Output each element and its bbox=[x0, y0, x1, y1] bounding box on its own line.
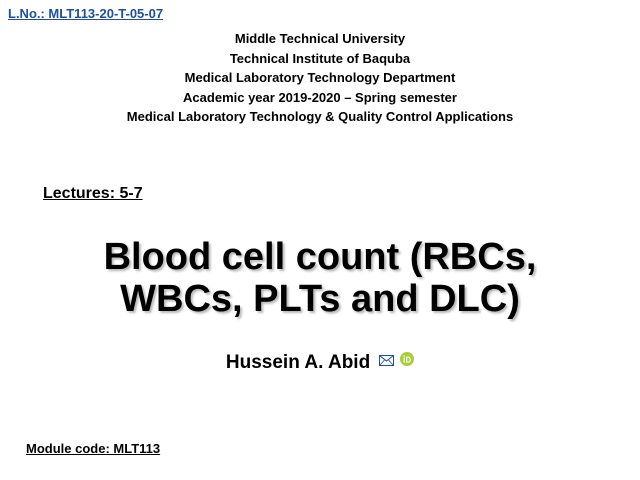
author-name: Hussein A. Abid bbox=[225, 352, 371, 373]
university-name: Middle Technical University bbox=[234, 31, 406, 46]
course-name: Medical Laboratory Technology & Quality Control Applications bbox=[126, 109, 514, 124]
orcid-icon[interactable] bbox=[400, 352, 414, 366]
title-line-1: Blood cell count (RBCs, bbox=[103, 236, 537, 278]
academic-year: Academic year 2019-2020 – Spring semester bbox=[183, 89, 457, 105]
institution-header bbox=[0, 29, 640, 127]
department-name: Medical Laboratory Technology Department bbox=[184, 70, 456, 85]
reference-number: L.No.: MLT113-20-T-05-07 bbox=[8, 6, 164, 21]
slide-title bbox=[0, 236, 640, 320]
author-row bbox=[0, 352, 640, 374]
lectures-label: Lectures: 5-7 bbox=[43, 185, 143, 202]
mail-icon[interactable] bbox=[379, 353, 394, 364]
title-line-2: WBCs, PLTs and DLC) bbox=[120, 278, 520, 320]
institute-name: Technical Institute of Baquba bbox=[229, 50, 411, 66]
module-code: Module code: MLT113 bbox=[26, 441, 161, 456]
